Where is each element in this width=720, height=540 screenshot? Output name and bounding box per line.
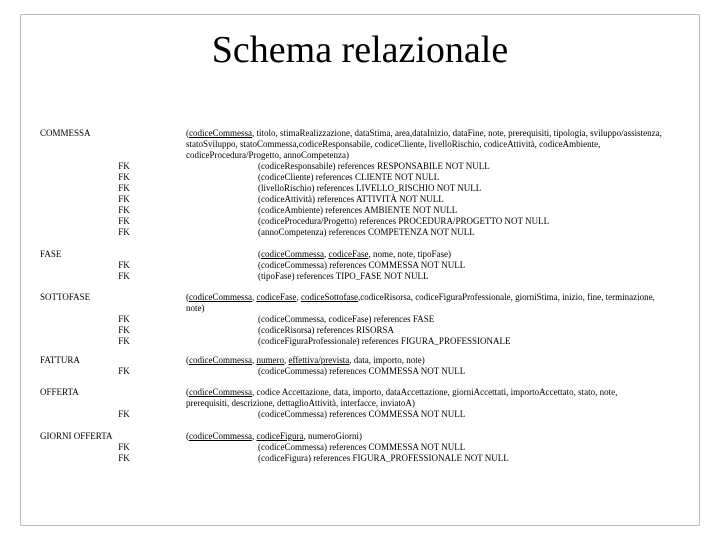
- table-name-commessa: COMMESSA: [40, 128, 91, 138]
- fk-label: FK: [118, 409, 130, 419]
- pk-attr: codiceCommessa: [189, 387, 252, 397]
- attr-list-line-3: codiceProcedura/Progetto, annoCompetenza): [186, 150, 349, 160]
- fk-label: FK: [118, 183, 130, 193]
- attr-list-line-2: statoSviluppo, statoCommessa,codiceResponsabile, codiceCliente, livelloRischio, codiceAttività, codiceAmbiente,: [186, 139, 601, 149]
- fk-label: FK: [118, 271, 130, 281]
- fk-reference: (annoCompetenza) references COMPETENZA NOT NULL: [258, 227, 475, 237]
- fk-label: FK: [118, 260, 130, 270]
- attr-list: , numeroGiorni): [303, 431, 362, 441]
- fk-label: FK: [118, 227, 130, 237]
- table-def-fase: (codiceCommessa, codiceFase, nome, note, tipoFase): [258, 249, 451, 259]
- fk-label: FK: [118, 172, 130, 182]
- attr-list: , nome, note, tipoFase): [368, 249, 451, 259]
- table-name-sottofase: SOTTOFASE: [40, 292, 91, 302]
- fk-reference: (codiceFigura) references FIGURA_PROFESSIONALE NOT NULL: [258, 453, 509, 463]
- fk-reference: (codiceFiguraProfessionale) references FIGURA_PROFESSIONALE: [258, 336, 511, 346]
- fk-reference: (codiceCommessa) references COMMESSA NOT NULL: [258, 409, 466, 419]
- fk-reference: (codiceCommessa) references COMMESSA NOT NULL: [258, 442, 466, 452]
- attr-list: , codice Accettazione, data, importo, dataAccettazione, giorniAccettati, importoAccettato, stato, note,: [251, 387, 618, 397]
- table-name-giorni-offerta: GIORNI OFFERTA: [40, 431, 113, 441]
- pk-attr: codiceCommessa: [261, 249, 324, 259]
- attr-list-line-2: note): [186, 303, 205, 313]
- table-def-sottofase: (codiceCommessa, codiceFase, codiceSottofase,codiceRisorsa, codiceFiguraProfessionale, giorniStima, inizio, fine, terminazione,: [186, 292, 655, 302]
- pk-attr: codiceSottofase: [300, 292, 358, 302]
- pk-attr: codiceFigura: [256, 431, 304, 441]
- table-name-fase: FASE: [40, 249, 62, 259]
- fk-reference: (codiceAttività) references ATTIVITÀ NOT NULL: [258, 194, 444, 204]
- fk-reference: (codiceCommessa) references COMMESSA NOT NULL: [258, 366, 466, 376]
- fk-reference: (codiceCliente) references CLIENTE NOT NULL: [258, 172, 440, 182]
- table-def-giorni-offerta: (codiceCommessa, codiceFigura, numeroGiorni): [186, 431, 362, 441]
- pk-attr: codiceCommessa: [189, 128, 252, 138]
- table-def-offerta: (codiceCommessa, codice Accettazione, data, importo, dataAccettazione, giorniAccettati, importoAccettato, stato, note,: [186, 387, 618, 397]
- pk-attr: codiceCommessa: [189, 431, 252, 441]
- attr-list-line-2: prerequisiti, descrizione, dettaglioAttività, interfacce, inviatoA): [186, 398, 415, 408]
- table-name-fattura: FATTURA: [40, 355, 80, 365]
- table-name-offerta: OFFERTA: [40, 387, 79, 397]
- fk-reference: (tipoFase) references TIPO_FASE NOT NULL: [258, 271, 429, 281]
- fk-reference: (livelloRischio) references LIVELLO_RISCHIO NOT NULL: [258, 183, 482, 193]
- attr-list: , titolo, stimaRealizzazione, dataStima, area,dataInizio, dataFine, note, prerequisiti, tipologia, sviluppo/assistenza,: [251, 128, 662, 138]
- fk-label: FK: [118, 325, 130, 335]
- table-def-commessa: (codiceCommessa, titolo, stimaRealizzazione, dataStima, area,dataInizio, dataFine, note, prerequisiti, tipologia, sviluppo/assistenza,: [186, 128, 662, 138]
- fk-label: FK: [118, 366, 130, 376]
- fk-label: FK: [118, 205, 130, 215]
- fk-label: FK: [118, 442, 130, 452]
- fk-label: FK: [118, 161, 130, 171]
- pk-attr: codiceFase: [328, 249, 369, 259]
- slide-title: Schema relazionale: [211, 29, 509, 71]
- pk-attr: effettiva/prevista: [288, 355, 350, 365]
- pk-attr: codiceCommessa: [189, 292, 252, 302]
- table-def-fattura: (codiceCommessa, numero, effettiva/prevista, data, importo, note): [186, 355, 425, 365]
- fk-label: FK: [118, 194, 130, 204]
- fk-reference: (codiceCommessa) references COMMESSA NOT NULL: [258, 260, 466, 270]
- fk-reference: (codiceAmbiente) references AMBIENTE NOT NULL: [258, 205, 458, 215]
- fk-label: FK: [118, 336, 130, 346]
- fk-reference: (codiceProcedura/Progetto) references PROCEDURA/PROGETTO NOT NULL: [258, 216, 550, 226]
- fk-reference: (codiceRisorsa) references RISORSA: [258, 325, 394, 335]
- pk-attr: codiceFase: [256, 292, 297, 302]
- fk-label: FK: [118, 453, 130, 463]
- fk-label: FK: [118, 216, 130, 226]
- pk-attr: numero: [256, 355, 284, 365]
- fk-reference: (codiceCommessa, codiceFase) references FASE: [258, 314, 435, 324]
- pk-attr: codiceCommessa: [189, 355, 252, 365]
- attr-list: , data, importo, note): [349, 355, 425, 365]
- fk-reference: (codiceResponsabile) references RESPONSABILE NOT NULL: [258, 161, 490, 171]
- fk-label: FK: [118, 314, 130, 324]
- attr-list: ,codiceRisorsa, codiceFiguraProfessionale, giorniStima, inizio, fine, terminazione,: [357, 292, 655, 302]
